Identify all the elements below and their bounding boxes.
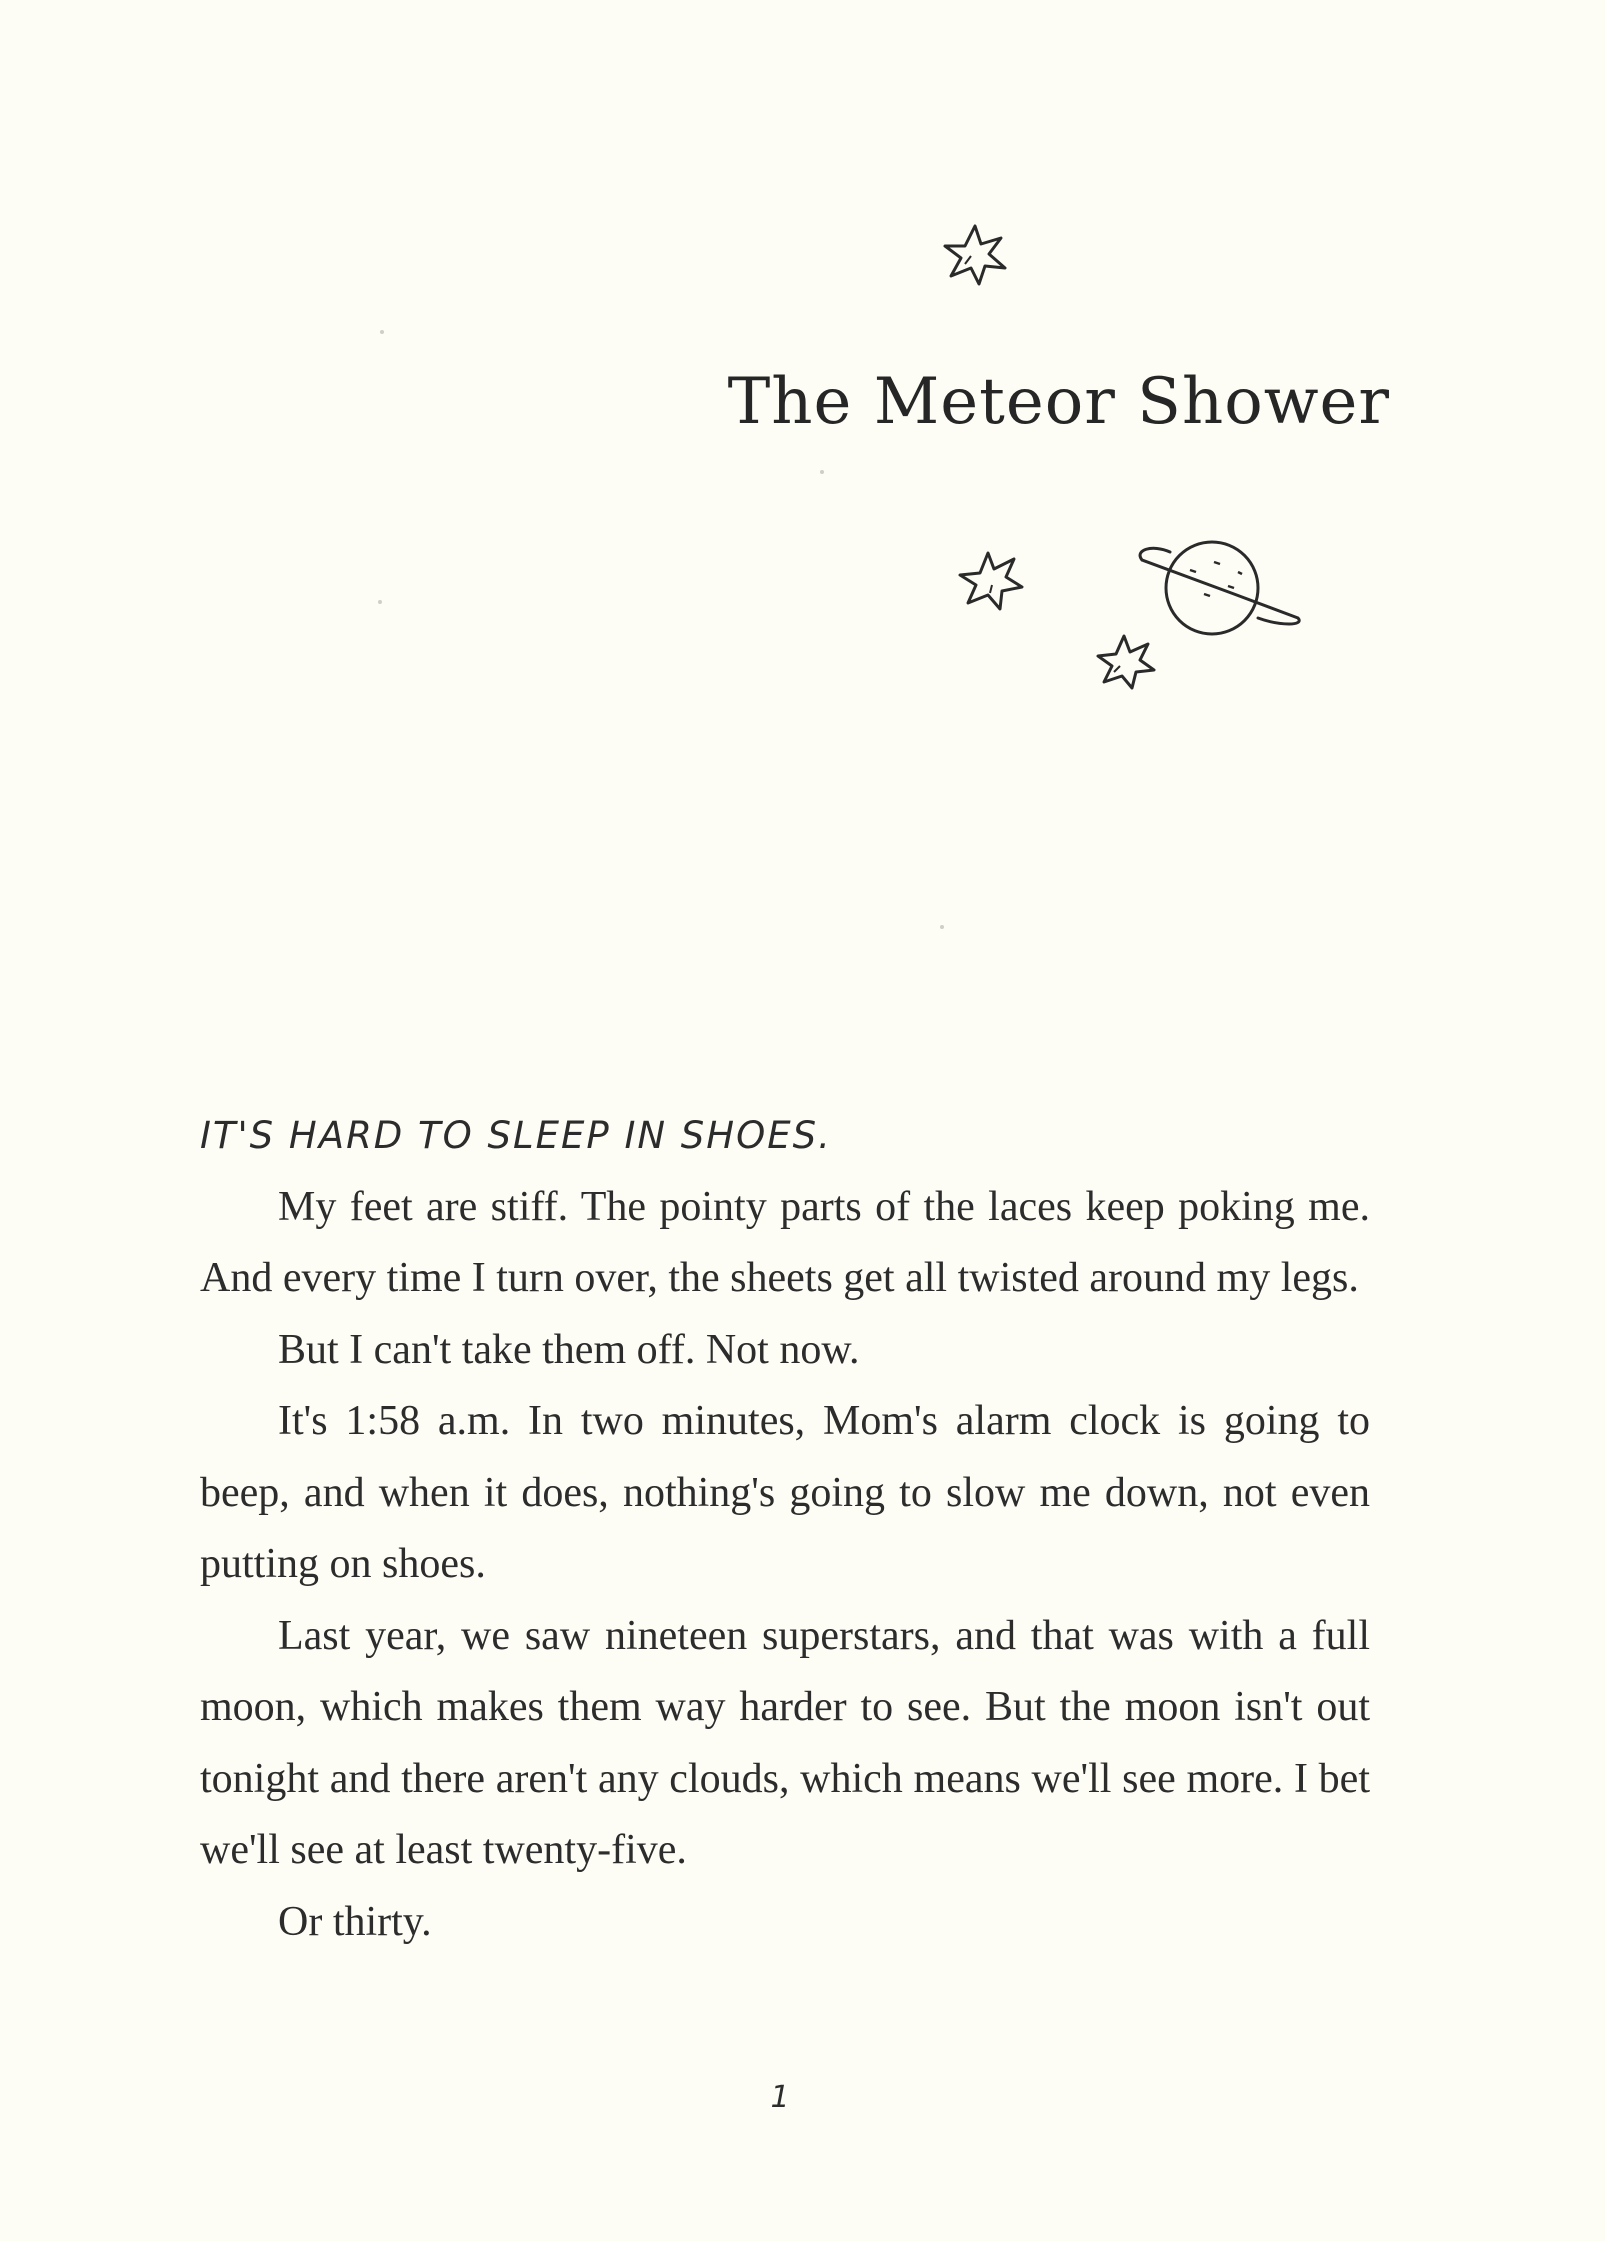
star-doodle-icon	[1090, 630, 1160, 695]
paragraph: Or thirty.	[278, 1898, 432, 1945]
opening-line: IT'S HARD TO SLEEP IN SHOES.	[200, 1114, 832, 1157]
paragraph: It's 1:58 a.m. In two minutes, Mom's alarm clock is going to beep, and when it does, nothing's going to slow me down, not even putting on shoes.	[200, 1398, 1370, 1587]
paper-speck	[380, 330, 384, 334]
chapter-title: The Meteor Shower	[727, 365, 1390, 439]
star-doodle-icon	[950, 545, 1030, 615]
star-doodle-icon	[935, 220, 1015, 290]
paragraph: My feet are stiff. The pointy parts of the laces keep poking me. And every time I turn over, the sheets get all twisted around my legs.	[200, 1183, 1370, 1301]
page-number: 1	[770, 2080, 790, 2115]
paragraph: Last year, we saw nineteen superstars, and that was with a full moon, which makes them way harder to see. But the moon isn't out tonight and there aren't any clouds, which means we'll see more. I bet we'll see at least twenty-five.	[200, 1612, 1370, 1873]
paper-speck	[378, 600, 382, 604]
paper-speck	[940, 925, 944, 929]
chapter-body	[200, 1100, 1370, 1958]
paper-speck	[820, 470, 824, 474]
paragraph: But I can't take them off. Not now.	[278, 1326, 860, 1373]
